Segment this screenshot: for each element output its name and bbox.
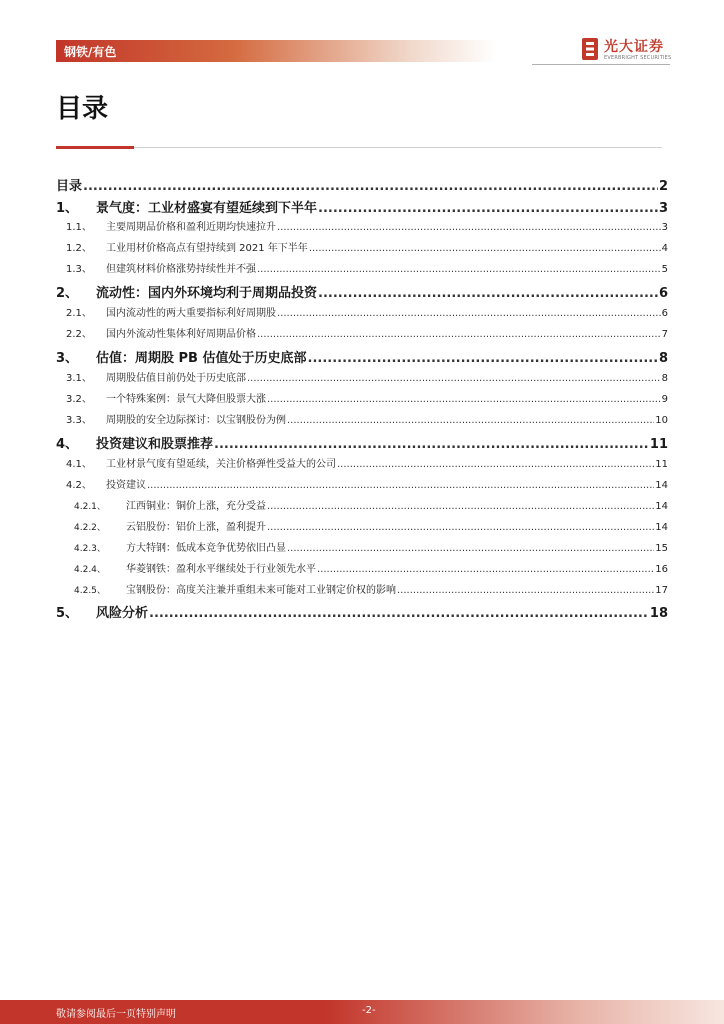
toc-entry-label: 主要周期品价格和盈利近期均快速拉升 <box>106 222 276 233</box>
footer-disclaimer: 敬请参阅最后一页特别声明 <box>56 1009 176 1020</box>
page-title: 目录 <box>56 94 109 124</box>
toc-entry-number: 1.1、 <box>66 222 92 233</box>
toc-leader-dots <box>337 459 654 470</box>
toc-entry-number: 4.2.2、 <box>74 523 106 533</box>
toc-entry-label: 国内流动性的两大重要指标利好周期股 <box>106 308 276 319</box>
toc-entry-page: 14 <box>655 501 668 512</box>
toc-entry-label: 方大特钢：低成本竞争优势依旧凸显 <box>126 543 286 554</box>
toc-leader-dots <box>277 222 661 233</box>
toc-entry-page: 4 <box>661 243 668 254</box>
toc-entry-number: 1、 <box>56 201 79 216</box>
toc-entry-number: 2.1、 <box>66 308 92 319</box>
toc-entry-label: 投资建议 <box>106 480 146 491</box>
toc-entry-label: 景气度：工业材盛宴有望延续到下半年 <box>96 201 318 216</box>
toc-entry[interactable] <box>56 560 668 575</box>
toc-entry-number: 3.1、 <box>66 373 92 384</box>
toc-entry-label: 工业用材价格高点有望持续到 2021 年下半年 <box>106 243 308 254</box>
header-rule <box>532 64 670 65</box>
toc-entry[interactable] <box>56 433 668 452</box>
toc-entry-page: 14 <box>655 522 668 533</box>
toc-entry-label: 周期股估值目前仍处于历史底部 <box>106 373 246 384</box>
toc-entry-page: 14 <box>655 480 668 491</box>
everbright-logo <box>580 36 690 66</box>
toc-entry-number: 3.3、 <box>66 415 92 426</box>
toc-leader-dots <box>214 437 649 452</box>
title-underline <box>134 147 662 148</box>
toc-entry[interactable] <box>56 282 668 301</box>
toc-entry-number: 2.2、 <box>66 329 92 340</box>
toc-entry-label: 风险分析 <box>96 606 149 621</box>
toc-entry-page: 9 <box>661 394 668 405</box>
toc-entry-page: 8 <box>658 351 668 366</box>
toc-entry-page: 2 <box>658 179 668 194</box>
toc-leader-dots <box>267 522 654 533</box>
toc-entry-label: 华菱钢铁：盈利水平继续处于行业领先水平 <box>126 564 316 575</box>
toc-entry-page: 6 <box>661 308 668 319</box>
toc-entry-number: 4.2.4、 <box>74 565 106 575</box>
toc-entry-page: 6 <box>658 286 668 301</box>
toc-leader-dots <box>257 264 661 275</box>
toc-entry-page: 3 <box>658 201 668 216</box>
toc-entry[interactable] <box>56 260 668 275</box>
toc-entry[interactable] <box>56 218 668 233</box>
toc-entry-label: 估值：周期股 PB 估值处于历史底部 <box>96 351 307 366</box>
toc-entry-label: 但建筑材料价格涨势持续性并不强 <box>106 264 256 275</box>
toc-leader-dots <box>257 329 661 340</box>
toc-entry[interactable] <box>56 347 668 366</box>
toc-entry-page: 3 <box>661 222 668 233</box>
toc-leader-dots <box>149 606 649 621</box>
toc-entry-page: 11 <box>655 459 668 470</box>
toc-entry[interactable] <box>56 390 668 405</box>
toc-entry-label: 周期股的安全边际探讨：以宝钢股份为例 <box>106 415 286 426</box>
toc-entry[interactable] <box>56 455 668 470</box>
toc-entry-label: 云铝股份：铝价上涨，盈利提升 <box>126 522 266 533</box>
toc-entry-page: 16 <box>655 564 668 575</box>
logo-text-en: EVERBRIGHT SECURITIES <box>604 55 672 61</box>
toc-leader-dots <box>309 243 661 254</box>
toc-entry[interactable] <box>56 602 668 621</box>
toc-entry-number: 4、 <box>56 437 79 452</box>
toc-entry-label: 国内外流动性集体利好周期品价格 <box>106 329 256 340</box>
toc-entry[interactable] <box>56 518 668 533</box>
toc-entry-number: 4.1、 <box>66 459 92 470</box>
toc-entry[interactable] <box>56 175 668 194</box>
toc-entry-label: 一个特殊案例：景气大降但股票大涨 <box>106 394 266 405</box>
toc-entry-page: 11 <box>649 437 668 452</box>
logo-text-cn: 光大证券 <box>604 39 664 55</box>
toc-leader-dots <box>317 564 654 575</box>
toc-entry[interactable] <box>56 325 668 340</box>
toc-entry-label: 投资建议和股票推荐 <box>96 437 214 452</box>
toc-entry-label: 江西铜业：铜价上涨，充分受益 <box>126 501 266 512</box>
toc-entry-label: 流动性：国内外环境均利于周期品投资 <box>96 286 318 301</box>
toc-entry[interactable] <box>56 411 668 426</box>
toc-entry-page: 18 <box>649 606 668 621</box>
title-underline-accent <box>56 146 134 149</box>
toc-entry-number: 3、 <box>56 351 79 366</box>
toc-leader-dots <box>287 543 654 554</box>
footer-page-number: -2- <box>362 1005 376 1016</box>
toc-entry-label: 宝钢股份：高度关注兼并重组未来可能对工业钢定价权的影响 <box>126 585 396 596</box>
toc-entry[interactable] <box>56 497 668 512</box>
section-tag: 钢铁/有色 <box>64 45 117 59</box>
toc-leader-dots <box>83 179 658 194</box>
toc-entry[interactable] <box>56 239 668 254</box>
toc-entry[interactable] <box>56 369 668 384</box>
toc-entry-number: 4.2.1、 <box>74 502 106 512</box>
toc-entry-label: 工业材景气度有望延续，关注价格弹性受益大的公司 <box>106 459 336 470</box>
toc-leader-dots <box>277 308 661 319</box>
toc-entry[interactable] <box>56 476 668 491</box>
toc-entry-page: 5 <box>661 264 668 275</box>
toc-entry-number: 5、 <box>56 606 79 621</box>
toc-leader-dots <box>318 286 658 301</box>
toc-entry-number: 2、 <box>56 286 79 301</box>
toc-entry-number: 3.2、 <box>66 394 92 405</box>
toc-entry-number: 目录 <box>56 179 83 194</box>
toc-entry-page: 7 <box>661 329 668 340</box>
toc-entry[interactable] <box>56 539 668 554</box>
toc-entry-page: 17 <box>655 585 668 596</box>
toc-entry[interactable] <box>56 581 668 596</box>
toc-entry[interactable] <box>56 304 668 319</box>
toc-entry-number: 1.2、 <box>66 243 92 254</box>
toc-entry-page: 8 <box>661 373 668 384</box>
everbright-logo-icon <box>580 36 600 62</box>
toc-entry-page: 15 <box>655 543 668 554</box>
toc-leader-dots <box>247 373 661 384</box>
toc-entry-number: 4.2.5、 <box>74 586 106 596</box>
toc-leader-dots <box>287 415 654 426</box>
toc-leader-dots <box>318 201 658 216</box>
toc-leader-dots <box>267 394 661 405</box>
toc-leader-dots <box>267 501 654 512</box>
toc-entry[interactable] <box>56 197 668 216</box>
toc-leader-dots <box>397 585 654 596</box>
toc-leader-dots <box>147 480 654 491</box>
toc-entry-number: 4.2、 <box>66 480 92 491</box>
toc-entry-page: 10 <box>655 415 668 426</box>
toc-entry-number: 1.3、 <box>66 264 92 275</box>
toc-leader-dots <box>308 351 658 366</box>
toc-entry-number: 4.2.3、 <box>74 544 106 554</box>
header-band <box>56 40 496 62</box>
footer-band <box>0 1000 724 1024</box>
